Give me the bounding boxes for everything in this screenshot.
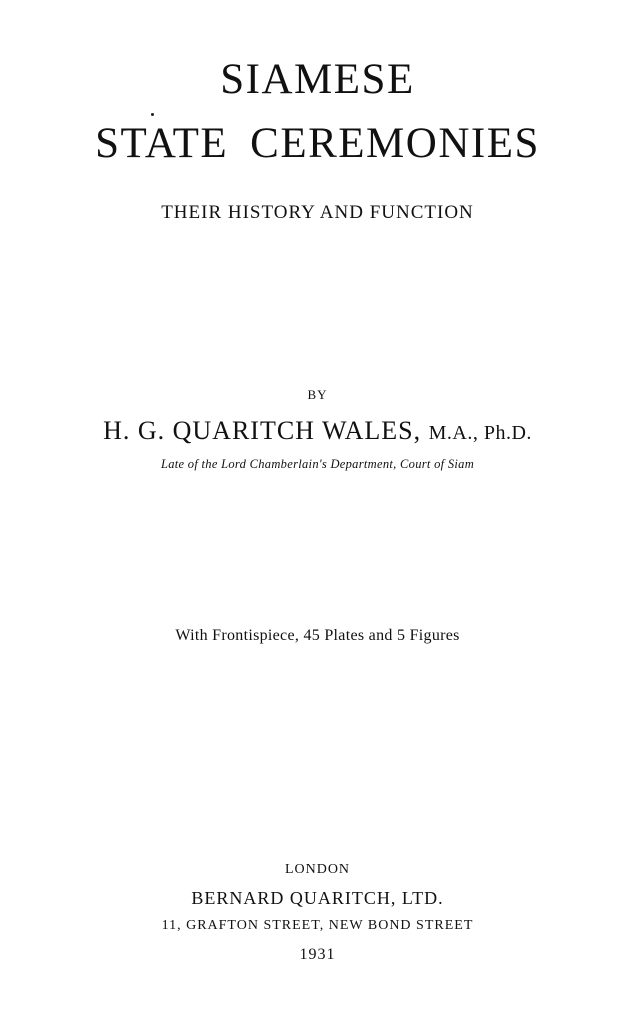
title-line-1: SIAMESE xyxy=(220,56,415,103)
author-name: H. G. QUARITCH WALES, xyxy=(103,416,422,445)
title-line-2 xyxy=(0,118,635,170)
illustrations-note: With Frontispiece, 45 Plates and 5 Figures xyxy=(175,627,460,644)
imprint-publisher: BERNARD QUARITCH, LTD. xyxy=(191,888,444,908)
imprint-address: 11, GRAFTON STREET, NEW BOND STREET xyxy=(161,918,474,933)
title-word-state: STATE xyxy=(95,120,229,167)
author-degrees: M.A., Ph.D. xyxy=(428,422,532,444)
print-speck xyxy=(151,113,154,116)
author xyxy=(0,414,635,450)
title-word-ceremonies: CEREMONIES xyxy=(250,120,540,167)
imprint-city: LONDON xyxy=(284,862,351,877)
by-line: BY xyxy=(307,387,328,402)
subtitle: THEIR HISTORY AND FUNCTION xyxy=(161,202,474,223)
author-affiliation: Late of the Lord Chamberlain's Department, Court of Siam xyxy=(160,457,475,471)
imprint-year: 1931 xyxy=(299,946,336,963)
